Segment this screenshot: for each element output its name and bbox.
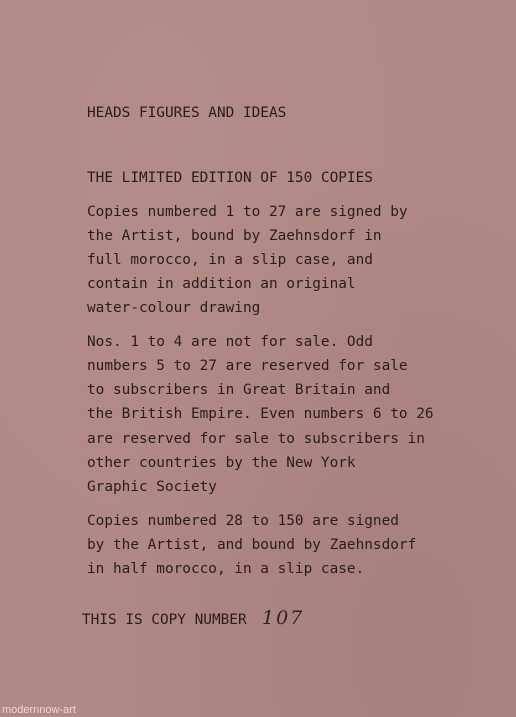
paragraph-line: the British Empire. Even numbers 6 to 26 xyxy=(87,406,434,422)
paragraph-line: contain in addition an original xyxy=(87,276,356,292)
paragraph-line: Copies numbered 28 to 150 are signed xyxy=(87,513,399,529)
paragraph-line: Copies numbered 1 to 27 are signed by xyxy=(87,204,408,220)
handwritten-copy-number: 107 xyxy=(262,607,305,629)
paragraph-line: in half morocco, in a slip case. xyxy=(87,561,365,577)
paragraph-line: full morocco, in a slip case, and xyxy=(87,252,373,268)
paragraph-line: the Artist, bound by Zaehnsdorf in xyxy=(87,228,382,244)
paragraph-line: to subscribers in Great Britain and xyxy=(87,382,391,398)
paragraph-line: numbers 5 to 27 are reserved for sale xyxy=(87,358,408,374)
copy-number-label: THIS IS COPY NUMBER xyxy=(82,612,247,628)
paragraph-line: are reserved for sale to subscribers in xyxy=(87,431,425,447)
paragraph-line: by the Artist, and bound by Zaehnsdorf xyxy=(87,537,417,553)
paragraph-line: Nos. 1 to 4 are not for sale. Odd xyxy=(87,334,373,350)
edition-heading: THE LIMITED EDITION OF 150 COPIES xyxy=(87,170,373,186)
paragraph-line: Graphic Society xyxy=(87,479,217,495)
paragraph-line: other countries by the New York xyxy=(87,455,356,471)
book-title: HEADS FIGURES AND IDEAS xyxy=(87,105,287,121)
paragraph-line: water-colour drawing xyxy=(87,300,261,316)
watermark-text: modernnow-art xyxy=(2,704,76,716)
